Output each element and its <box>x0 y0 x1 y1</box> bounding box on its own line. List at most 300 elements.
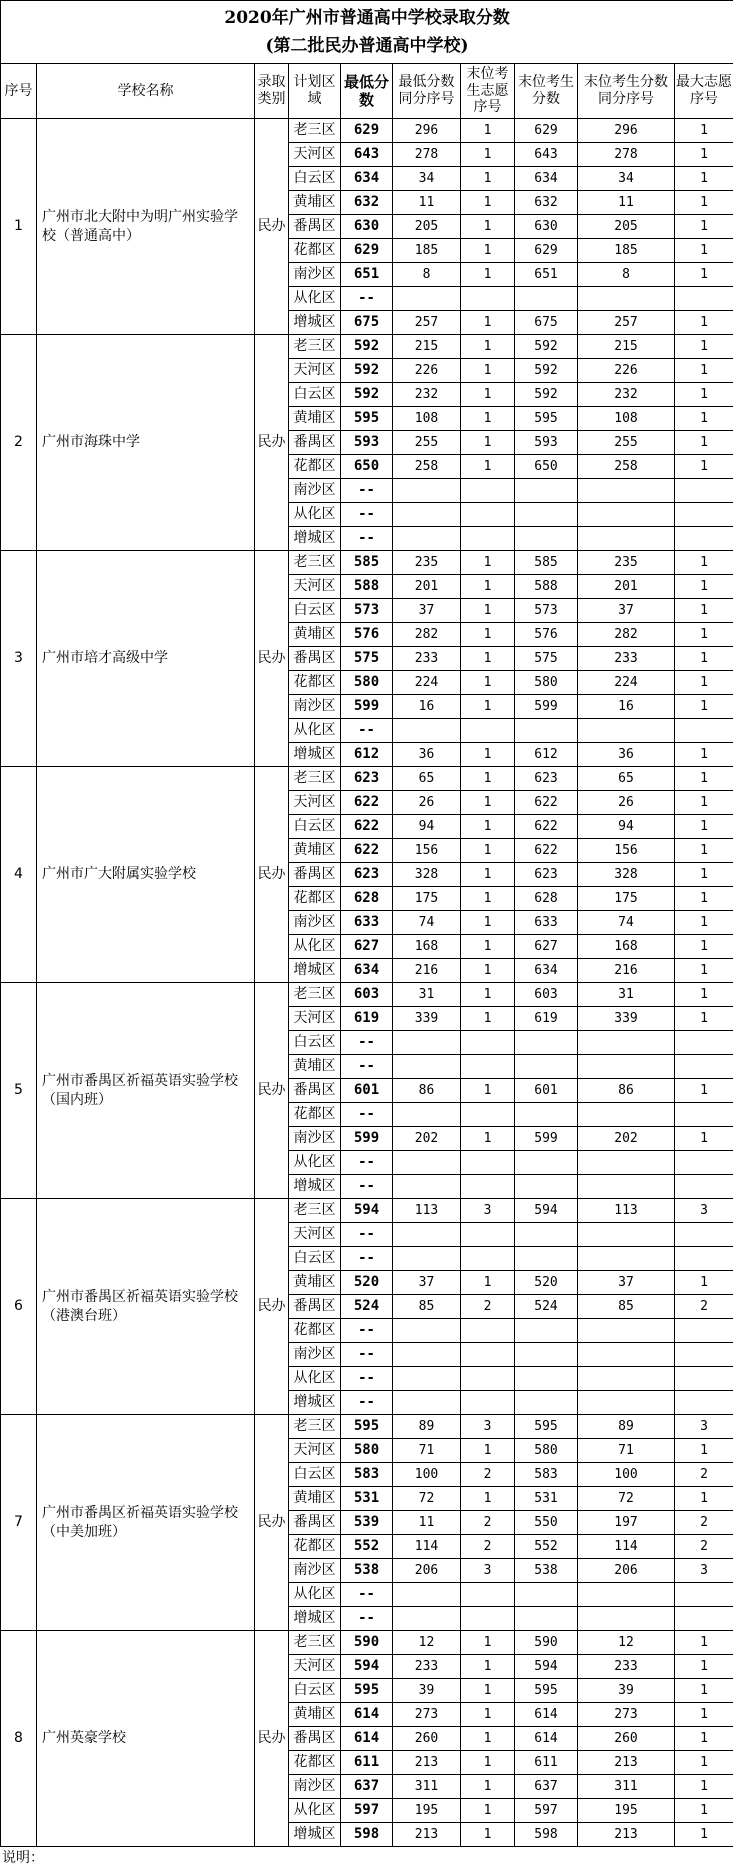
district: 南沙区 <box>289 1559 341 1583</box>
district: 从化区 <box>289 1799 341 1823</box>
last-score-tie-rank <box>578 1391 675 1415</box>
last-score-tie-rank: 113 <box>578 1199 675 1223</box>
min-score-tie-rank: 39 <box>393 1679 461 1703</box>
min-score: -- <box>341 1583 393 1607</box>
max-choice-rank: 1 <box>675 863 733 887</box>
last-score: 629 <box>515 119 578 143</box>
last-score-tie-rank: 37 <box>578 1271 675 1295</box>
min-score-tie-rank: 100 <box>393 1463 461 1487</box>
last-score: 612 <box>515 743 578 767</box>
last-score: 598 <box>515 1823 578 1847</box>
last-choice-rank <box>461 287 515 311</box>
last-score <box>515 1607 578 1631</box>
last-score-tie-rank: 202 <box>578 1127 675 1151</box>
min-score-tie-rank: 311 <box>393 1775 461 1799</box>
last-choice-rank: 1 <box>461 887 515 911</box>
min-score: 629 <box>341 239 393 263</box>
last-score <box>515 1151 578 1175</box>
last-score <box>515 719 578 743</box>
min-score-tie-rank <box>393 1175 461 1199</box>
last-choice-rank: 1 <box>461 1703 515 1727</box>
last-score-tie-rank <box>578 719 675 743</box>
col-header-plan-district: 计划区域 <box>289 64 341 119</box>
min-score-tie-rank: 235 <box>393 551 461 575</box>
admission-type: 民办 <box>255 119 289 335</box>
last-score: 643 <box>515 143 578 167</box>
min-score-tie-rank: 36 <box>393 743 461 767</box>
min-score: -- <box>341 1103 393 1127</box>
max-choice-rank: 1 <box>675 599 733 623</box>
min-score-tie-rank: 233 <box>393 1655 461 1679</box>
last-choice-rank: 1 <box>461 671 515 695</box>
last-score: 614 <box>515 1727 578 1751</box>
last-score: 580 <box>515 1439 578 1463</box>
last-choice-rank: 1 <box>461 359 515 383</box>
min-score: 622 <box>341 839 393 863</box>
last-score: 629 <box>515 239 578 263</box>
last-score: 623 <box>515 863 578 887</box>
footer-note: 说明： <box>2 1851 44 1865</box>
last-score-tie-rank: 65 <box>578 767 675 791</box>
district: 老三区 <box>289 551 341 575</box>
last-choice-rank: 1 <box>461 1079 515 1103</box>
max-choice-rank: 3 <box>675 1559 733 1583</box>
last-choice-rank: 1 <box>461 335 515 359</box>
min-score: 634 <box>341 959 393 983</box>
max-choice-rank: 1 <box>675 743 733 767</box>
last-score-tie-rank <box>578 1343 675 1367</box>
max-choice-rank: 1 <box>675 1655 733 1679</box>
last-score: 633 <box>515 911 578 935</box>
last-score-tie-rank: 12 <box>578 1631 675 1655</box>
last-score-tie-rank: 175 <box>578 887 675 911</box>
min-score-tie-rank: 216 <box>393 959 461 983</box>
district: 老三区 <box>289 1199 341 1223</box>
admission-type: 民办 <box>255 335 289 551</box>
min-score-tie-rank: 8 <box>393 263 461 287</box>
school-seq: 5 <box>1 983 37 1199</box>
last-score <box>515 287 578 311</box>
last-score: 630 <box>515 215 578 239</box>
title-line-1: 2020年广州市普通高中学校录取分数 <box>1 4 733 32</box>
max-choice-rank: 1 <box>675 1703 733 1727</box>
min-score-tie-rank <box>393 1319 461 1343</box>
last-score-tie-rank <box>578 1583 675 1607</box>
min-score: 539 <box>341 1511 393 1535</box>
last-score: 627 <box>515 935 578 959</box>
last-choice-rank: 1 <box>461 119 515 143</box>
last-score: 622 <box>515 815 578 839</box>
last-score: 622 <box>515 839 578 863</box>
last-score-tie-rank: 72 <box>578 1487 675 1511</box>
last-score: 651 <box>515 263 578 287</box>
district: 白云区 <box>289 383 341 407</box>
max-choice-rank: 1 <box>675 1775 733 1799</box>
min-score-tie-rank <box>393 479 461 503</box>
min-score: -- <box>341 503 393 527</box>
table-row <box>1 1631 733 1655</box>
min-score: 580 <box>341 671 393 695</box>
max-choice-rank: 1 <box>675 167 733 191</box>
min-score: 583 <box>341 1463 393 1487</box>
min-score-tie-rank: 37 <box>393 599 461 623</box>
last-score-tie-rank: 74 <box>578 911 675 935</box>
last-choice-rank: 1 <box>461 1439 515 1463</box>
last-score: 592 <box>515 383 578 407</box>
last-score-tie-rank: 255 <box>578 431 675 455</box>
last-score: 594 <box>515 1199 578 1223</box>
min-score: -- <box>341 1367 393 1391</box>
min-score: 590 <box>341 1631 393 1655</box>
last-score: 599 <box>515 1127 578 1151</box>
district: 番禺区 <box>289 1079 341 1103</box>
district: 从化区 <box>289 503 341 527</box>
last-score <box>515 1343 578 1367</box>
min-score: -- <box>341 1055 393 1079</box>
last-score-tie-rank <box>578 1103 675 1127</box>
min-score-tie-rank: 168 <box>393 935 461 959</box>
max-choice-rank <box>675 1055 733 1079</box>
min-score: 637 <box>341 1775 393 1799</box>
district: 增城区 <box>289 311 341 335</box>
last-score: 573 <box>515 599 578 623</box>
min-score: 598 <box>341 1823 393 1847</box>
last-choice-rank: 1 <box>461 455 515 479</box>
max-choice-rank: 1 <box>675 551 733 575</box>
district: 黄埔区 <box>289 191 341 215</box>
max-choice-rank: 1 <box>675 1751 733 1775</box>
max-choice-rank: 1 <box>675 1271 733 1295</box>
last-choice-rank: 1 <box>461 263 515 287</box>
last-choice-rank: 1 <box>461 143 515 167</box>
min-score-tie-rank <box>393 1103 461 1127</box>
last-score-tie-rank: 34 <box>578 167 675 191</box>
last-score-tie-rank: 37 <box>578 599 675 623</box>
min-score: 601 <box>341 1079 393 1103</box>
district: 从化区 <box>289 935 341 959</box>
max-choice-rank <box>675 1151 733 1175</box>
min-score-tie-rank: 215 <box>393 335 461 359</box>
district: 老三区 <box>289 1631 341 1655</box>
last-choice-rank: 2 <box>461 1295 515 1319</box>
min-score-tie-rank <box>393 1583 461 1607</box>
district: 南沙区 <box>289 911 341 935</box>
max-choice-rank: 1 <box>675 335 733 359</box>
last-score-tie-rank: 260 <box>578 1727 675 1751</box>
district: 花都区 <box>289 1103 341 1127</box>
min-score: 594 <box>341 1199 393 1223</box>
min-score-tie-rank: 113 <box>393 1199 461 1223</box>
last-score: 611 <box>515 1751 578 1775</box>
admission-type: 民办 <box>255 1415 289 1631</box>
max-choice-rank: 1 <box>675 1799 733 1823</box>
table-row <box>1 767 733 791</box>
min-score: 623 <box>341 863 393 887</box>
min-score: -- <box>341 287 393 311</box>
min-score: -- <box>341 1151 393 1175</box>
last-choice-rank: 1 <box>461 1631 515 1655</box>
col-header-min-score-tie-rank: 最低分数同分序号 <box>393 64 461 119</box>
max-choice-rank: 2 <box>675 1295 733 1319</box>
last-score: 675 <box>515 311 578 335</box>
max-choice-rank: 1 <box>675 695 733 719</box>
max-choice-rank: 1 <box>675 983 733 1007</box>
min-score-tie-rank <box>393 1031 461 1055</box>
last-score-tie-rank <box>578 503 675 527</box>
last-score-tie-rank: 206 <box>578 1559 675 1583</box>
min-score: 632 <box>341 191 393 215</box>
last-score <box>515 479 578 503</box>
last-score-tie-rank: 257 <box>578 311 675 335</box>
last-score-tie-rank: 232 <box>578 383 675 407</box>
last-choice-rank: 1 <box>461 959 515 983</box>
min-score: -- <box>341 527 393 551</box>
header-row <box>1 64 733 119</box>
last-choice-rank <box>461 1391 515 1415</box>
max-choice-rank <box>675 287 733 311</box>
table-row <box>1 1199 733 1223</box>
last-choice-rank: 2 <box>461 1463 515 1487</box>
min-score-tie-rank: 282 <box>393 623 461 647</box>
table-row <box>1 119 733 143</box>
min-score-tie-rank: 26 <box>393 791 461 815</box>
max-choice-rank: 1 <box>675 767 733 791</box>
last-score <box>515 527 578 551</box>
title-line-2: (第二批民办普通高中学校) <box>1 32 733 60</box>
min-score: 603 <box>341 983 393 1007</box>
district: 番禺区 <box>289 1727 341 1751</box>
max-choice-rank: 2 <box>675 1463 733 1487</box>
min-score: 595 <box>341 1679 393 1703</box>
admission-type: 民办 <box>255 983 289 1199</box>
school-name: 广州英豪学校 <box>37 1631 255 1847</box>
district: 黄埔区 <box>289 623 341 647</box>
last-score-tie-rank: 100 <box>578 1463 675 1487</box>
last-score: 583 <box>515 1463 578 1487</box>
school-seq: 6 <box>1 1199 37 1415</box>
max-choice-rank <box>675 1103 733 1127</box>
last-choice-rank: 1 <box>461 911 515 935</box>
min-score-tie-rank <box>393 1343 461 1367</box>
last-choice-rank: 1 <box>461 431 515 455</box>
max-choice-rank: 1 <box>675 671 733 695</box>
min-score-tie-rank: 114 <box>393 1535 461 1559</box>
last-score-tie-rank <box>578 1223 675 1247</box>
last-choice-rank <box>461 1343 515 1367</box>
last-choice-rank: 1 <box>461 407 515 431</box>
school-name: 广州市海珠中学 <box>37 335 255 551</box>
school-seq: 7 <box>1 1415 37 1631</box>
district: 黄埔区 <box>289 839 341 863</box>
min-score-tie-rank: 34 <box>393 167 461 191</box>
district: 天河区 <box>289 1655 341 1679</box>
last-choice-rank: 1 <box>461 215 515 239</box>
max-choice-rank: 1 <box>675 1439 733 1463</box>
min-score-tie-rank: 296 <box>393 119 461 143</box>
admission-type: 民办 <box>255 551 289 767</box>
last-score: 531 <box>515 1487 578 1511</box>
last-score <box>515 1247 578 1271</box>
last-score-tie-rank <box>578 1247 675 1271</box>
col-header-max-choice-rank: 最大志愿序号 <box>675 64 733 119</box>
district: 花都区 <box>289 671 341 695</box>
last-score-tie-rank: 278 <box>578 143 675 167</box>
last-score: 650 <box>515 455 578 479</box>
last-choice-rank <box>461 1607 515 1631</box>
last-score: 592 <box>515 359 578 383</box>
last-score-tie-rank: 16 <box>578 695 675 719</box>
last-choice-rank: 1 <box>461 599 515 623</box>
last-score: 592 <box>515 335 578 359</box>
last-score-tie-rank: 185 <box>578 239 675 263</box>
min-score-tie-rank: 255 <box>393 431 461 455</box>
min-score-tie-rank <box>393 1223 461 1247</box>
school-seq: 1 <box>1 119 37 335</box>
min-score-tie-rank: 206 <box>393 1559 461 1583</box>
min-score-tie-rank <box>393 719 461 743</box>
district: 南沙区 <box>289 1343 341 1367</box>
max-choice-rank: 1 <box>675 1079 733 1103</box>
last-choice-rank <box>461 1223 515 1247</box>
last-score: 637 <box>515 1775 578 1799</box>
max-choice-rank: 1 <box>675 1631 733 1655</box>
max-choice-rank <box>675 1343 733 1367</box>
last-score-tie-rank <box>578 1151 675 1175</box>
min-score-tie-rank: 233 <box>393 647 461 671</box>
min-score: 629 <box>341 119 393 143</box>
min-score: -- <box>341 1391 393 1415</box>
min-score-tie-rank: 37 <box>393 1271 461 1295</box>
min-score-tie-rank: 328 <box>393 863 461 887</box>
max-choice-rank <box>675 503 733 527</box>
last-score-tie-rank: 296 <box>578 119 675 143</box>
last-score <box>515 503 578 527</box>
min-score: 599 <box>341 695 393 719</box>
last-choice-rank: 1 <box>461 239 515 263</box>
district: 南沙区 <box>289 263 341 287</box>
col-header-school-name: 学校名称 <box>37 64 255 119</box>
school-name: 广州市培才高级中学 <box>37 551 255 767</box>
min-score-tie-rank: 31 <box>393 983 461 1007</box>
max-choice-rank: 1 <box>675 959 733 983</box>
last-choice-rank: 1 <box>461 1679 515 1703</box>
max-choice-rank: 3 <box>675 1415 733 1439</box>
last-score-tie-rank: 39 <box>578 1679 675 1703</box>
min-score: 531 <box>341 1487 393 1511</box>
max-choice-rank: 1 <box>675 455 733 479</box>
district: 南沙区 <box>289 1127 341 1151</box>
last-score: 552 <box>515 1535 578 1559</box>
min-score-tie-rank: 185 <box>393 239 461 263</box>
min-score-tie-rank <box>393 1247 461 1271</box>
min-score-tie-rank: 86 <box>393 1079 461 1103</box>
district: 增城区 <box>289 1607 341 1631</box>
last-choice-rank: 2 <box>461 1511 515 1535</box>
admission-type: 民办 <box>255 1631 289 1847</box>
admission-type: 民办 <box>255 767 289 983</box>
district: 番禺区 <box>289 431 341 455</box>
max-choice-rank: 1 <box>675 215 733 239</box>
min-score-tie-rank: 278 <box>393 143 461 167</box>
last-choice-rank: 1 <box>461 1775 515 1799</box>
last-score: 593 <box>515 431 578 455</box>
max-choice-rank: 1 <box>675 935 733 959</box>
last-choice-rank: 1 <box>461 1487 515 1511</box>
district: 白云区 <box>289 167 341 191</box>
min-score: -- <box>341 1607 393 1631</box>
district: 花都区 <box>289 1319 341 1343</box>
last-choice-rank: 1 <box>461 647 515 671</box>
district: 天河区 <box>289 1223 341 1247</box>
last-score: 623 <box>515 767 578 791</box>
min-score: 552 <box>341 1535 393 1559</box>
last-choice-rank: 1 <box>461 551 515 575</box>
last-score: 588 <box>515 575 578 599</box>
last-score-tie-rank: 94 <box>578 815 675 839</box>
last-score: 595 <box>515 407 578 431</box>
last-choice-rank: 1 <box>461 1727 515 1751</box>
min-score: 520 <box>341 1271 393 1295</box>
district: 花都区 <box>289 239 341 263</box>
col-header-admission-type: 录取类别 <box>255 64 289 119</box>
school-name: 广州市北大附中为明广州实验学校（普通高中） <box>37 119 255 335</box>
min-score: 580 <box>341 1439 393 1463</box>
last-score-tie-rank <box>578 1031 675 1055</box>
max-choice-rank: 1 <box>675 191 733 215</box>
max-choice-rank <box>675 1583 733 1607</box>
last-score <box>515 1319 578 1343</box>
district: 黄埔区 <box>289 1055 341 1079</box>
last-score: 590 <box>515 1631 578 1655</box>
max-choice-rank: 1 <box>675 119 733 143</box>
min-score: -- <box>341 1031 393 1055</box>
last-score: 576 <box>515 623 578 647</box>
last-score-tie-rank: 36 <box>578 743 675 767</box>
min-score-tie-rank: 108 <box>393 407 461 431</box>
last-choice-rank: 1 <box>461 383 515 407</box>
last-choice-rank: 1 <box>461 311 515 335</box>
min-score: 592 <box>341 335 393 359</box>
max-choice-rank: 1 <box>675 359 733 383</box>
min-score-tie-rank <box>393 1391 461 1415</box>
min-score: -- <box>341 1247 393 1271</box>
min-score-tie-rank: 74 <box>393 911 461 935</box>
min-score: 628 <box>341 887 393 911</box>
last-score-tie-rank: 8 <box>578 263 675 287</box>
max-choice-rank <box>675 1607 733 1631</box>
last-score: 599 <box>515 695 578 719</box>
min-score-tie-rank: 94 <box>393 815 461 839</box>
last-choice-rank <box>461 527 515 551</box>
last-score-tie-rank: 233 <box>578 1655 675 1679</box>
district: 白云区 <box>289 1679 341 1703</box>
last-score: 580 <box>515 671 578 695</box>
max-choice-rank <box>675 1391 733 1415</box>
min-score-tie-rank <box>393 287 461 311</box>
last-choice-rank <box>461 1319 515 1343</box>
last-score-tie-rank: 258 <box>578 455 675 479</box>
last-score: 595 <box>515 1679 578 1703</box>
max-choice-rank: 1 <box>675 1007 733 1031</box>
last-score-tie-rank: 71 <box>578 1439 675 1463</box>
last-choice-rank: 1 <box>461 167 515 191</box>
min-score-tie-rank <box>393 503 461 527</box>
last-choice-rank: 1 <box>461 191 515 215</box>
last-score-tie-rank: 201 <box>578 575 675 599</box>
min-score: -- <box>341 1223 393 1247</box>
district: 黄埔区 <box>289 1703 341 1727</box>
last-choice-rank: 1 <box>461 983 515 1007</box>
